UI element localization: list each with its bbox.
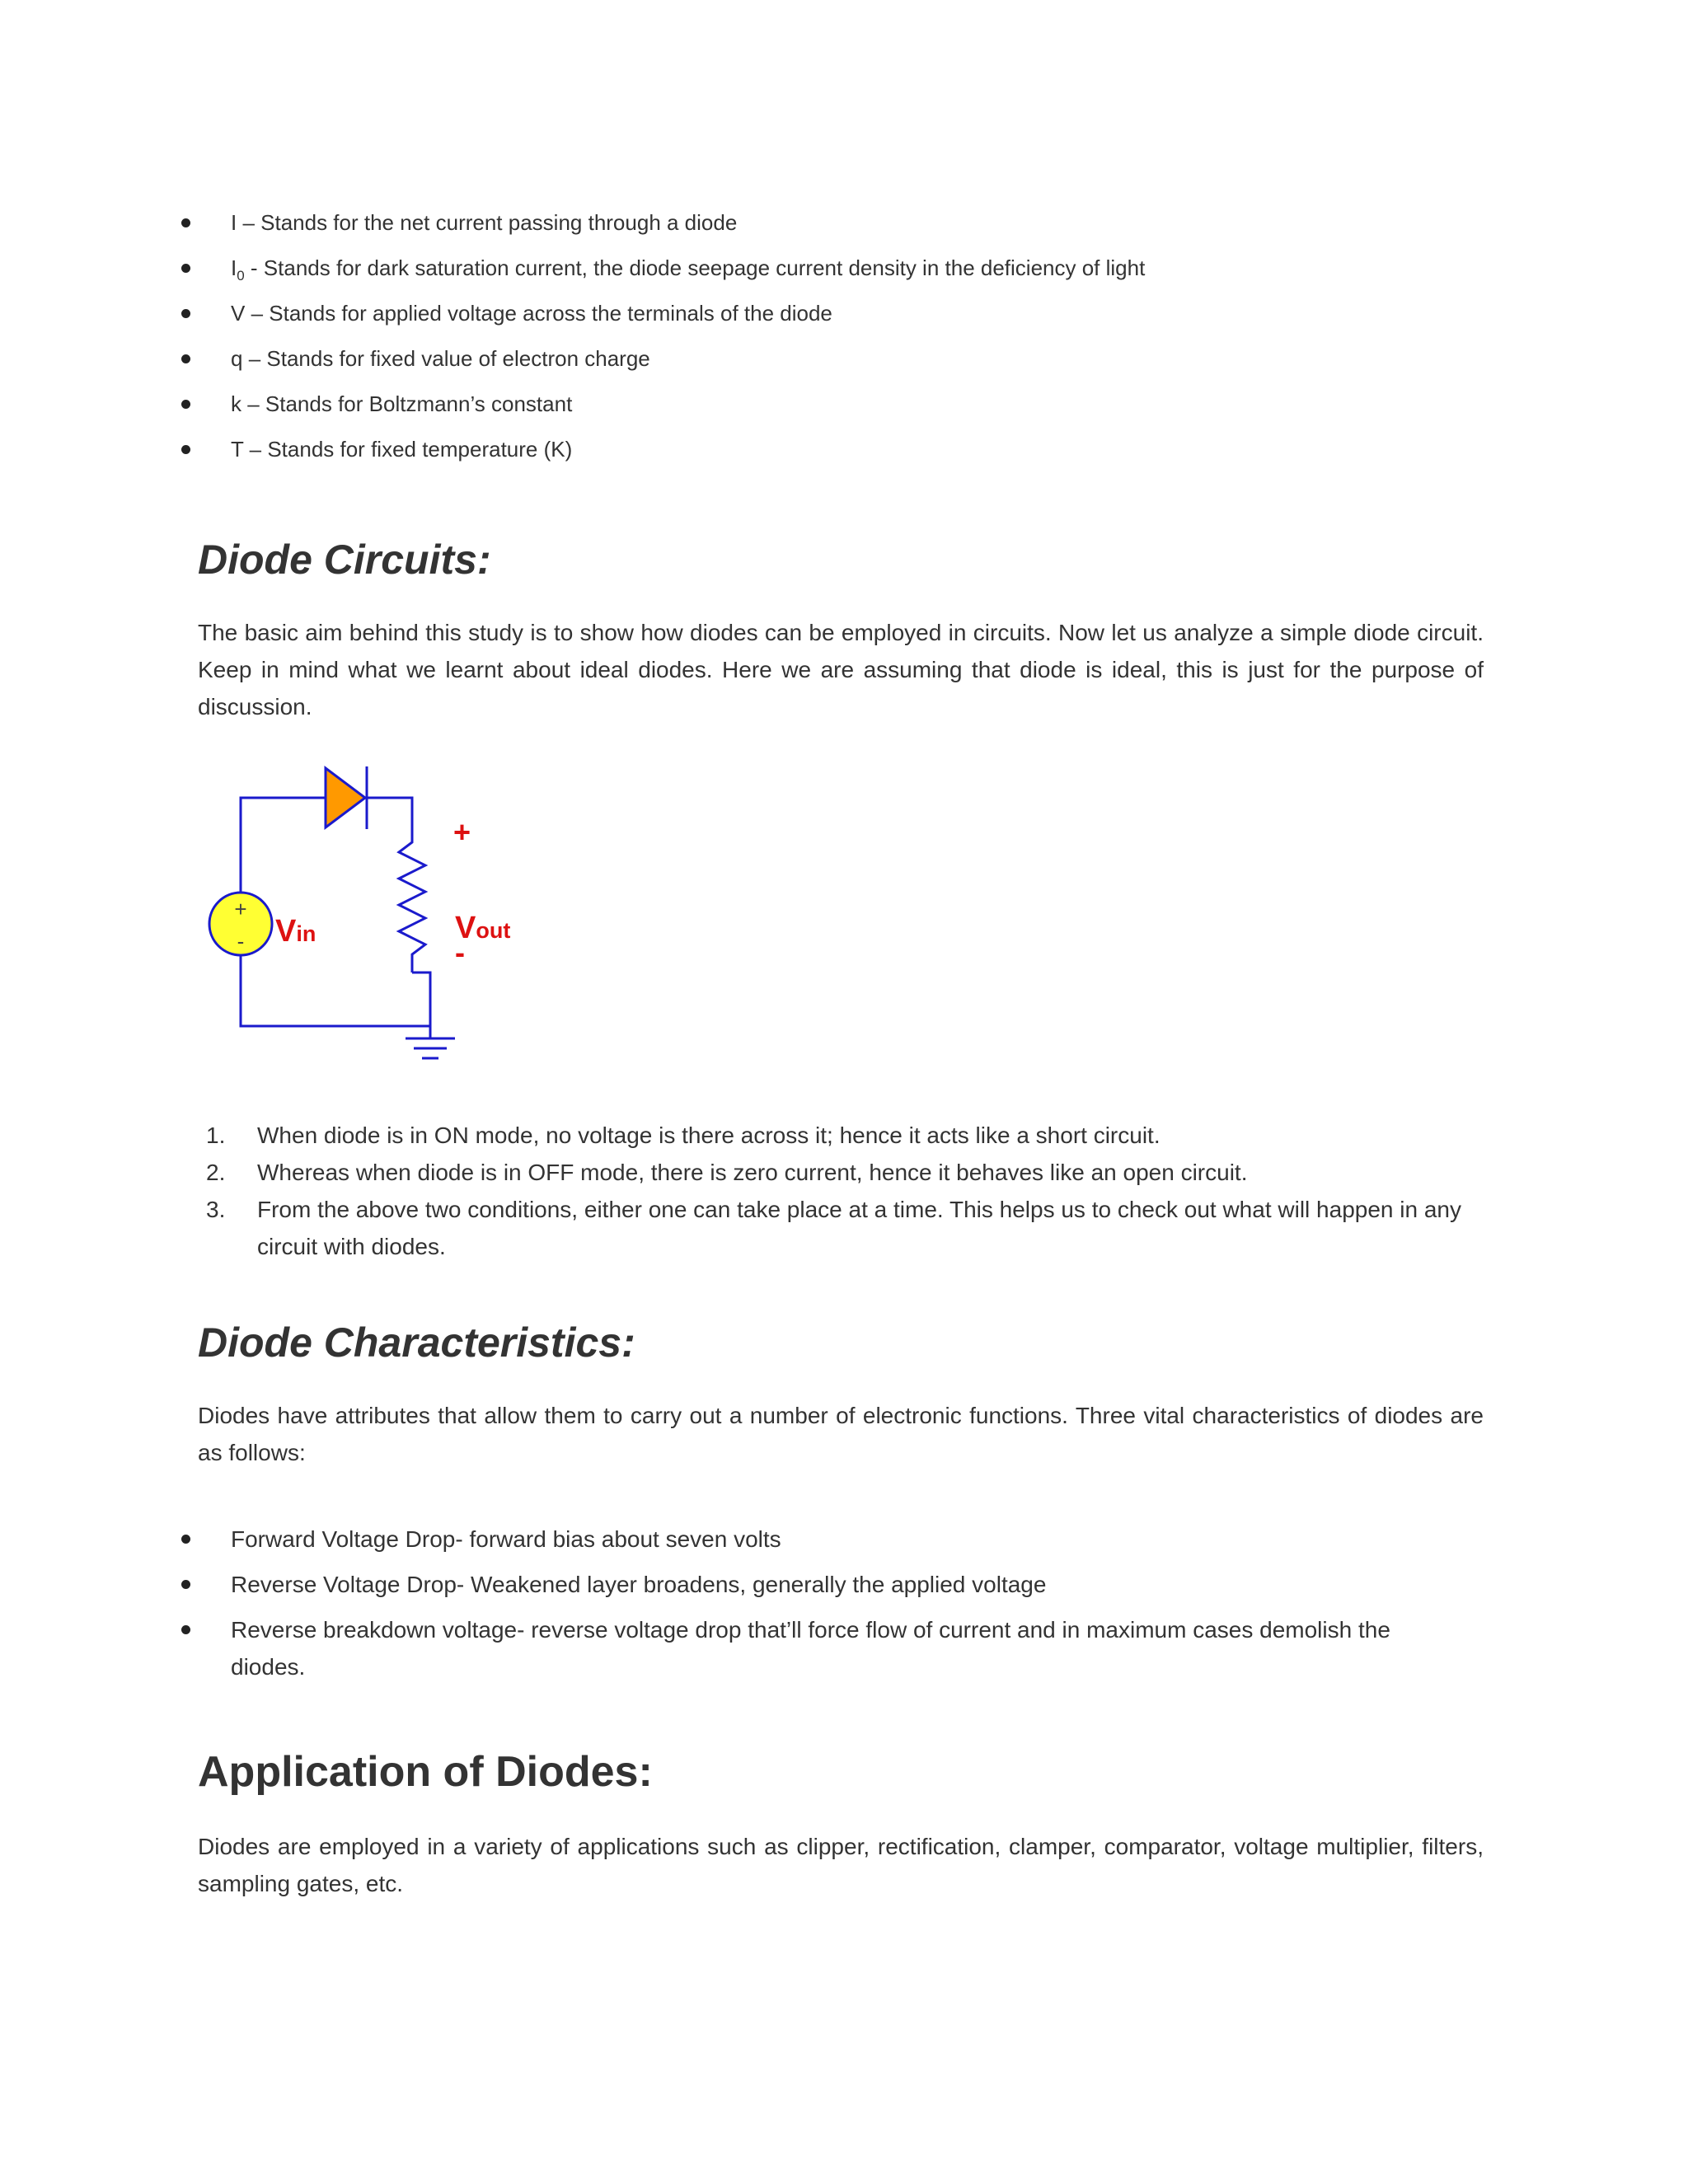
bullet-icon — [181, 445, 190, 454]
bullet-icon — [181, 1535, 190, 1544]
list-item — [198, 1191, 1484, 1265]
list-item — [165, 1611, 1401, 1685]
bullet-icon — [181, 400, 190, 409]
characteristic-text: Forward Voltage Drop- forward bias about seven volts — [231, 1526, 781, 1552]
bullet-icon — [181, 1580, 190, 1589]
step-text: Whereas when diode is in OFF mode, there is zero current, hence it behaves like an open circuit. — [257, 1160, 1248, 1185]
list-item — [165, 1521, 1401, 1558]
output-minus-label: - — [455, 935, 465, 969]
step-number: 3. — [206, 1197, 226, 1222]
source-plus-label: + — [234, 897, 247, 921]
step-number: 2. — [206, 1160, 226, 1185]
list-item — [165, 297, 1484, 342]
list-item — [165, 206, 1484, 251]
resistor-icon — [399, 818, 425, 972]
list-item — [165, 251, 1484, 297]
symbol: I — [231, 255, 237, 280]
wire-top-right — [367, 798, 412, 818]
diode-characteristics-paragraph: Diodes have attributes that allow them to carry out a number of electronic functions. Three vital characteristics of diodes are as follows: — [198, 1403, 1484, 1465]
symbol: q — [231, 346, 243, 371]
symbol-description: – Stands for the net current passing through a diode — [237, 210, 738, 235]
bullet-icon — [181, 309, 190, 318]
list-item — [165, 433, 1484, 478]
list-item — [165, 387, 1484, 433]
symbol-description: – Stands for fixed temperature (K) — [243, 437, 573, 462]
diode-circuits-heading: Diode Circuits: — [198, 537, 491, 583]
symbol-definition-list — [165, 206, 1484, 478]
bullet-icon — [181, 1625, 190, 1634]
diode-circuits-paragraph: The basic aim behind this study is to show how diodes can be employed in circuits. Now let us analyze a simple diode circuit. Keep in mind what we learnt about ideal diodes. Here we are assuming that diode is ideal, this is just for the purpose of discussion. — [198, 620, 1484, 719]
diode-icon — [326, 768, 365, 827]
symbol-subscript: 0 — [237, 268, 245, 284]
list-item — [165, 342, 1484, 387]
symbol-description: – Stands for fixed value of electron charge — [242, 346, 650, 371]
bullet-icon — [181, 354, 190, 363]
characteristic-text: Reverse breakdown voltage- reverse voltage drop that’ll force flow of current and in maximum cases demolish the diodes. — [231, 1617, 1390, 1680]
source-minus-label: - — [237, 929, 245, 954]
bullet-icon — [181, 218, 190, 227]
application-paragraph: Diodes are employed in a variety of applications such as clipper, rectification, clamper, comparator, voltage multiplier, filters, sampling gates, etc. — [198, 1834, 1484, 1896]
output-plus-label: + — [453, 815, 471, 849]
vin-label: Vin — [275, 914, 316, 949]
step-text: When diode is in ON mode, no voltage is there across it; hence it acts like a short circuit. — [257, 1122, 1160, 1148]
symbol: I — [231, 210, 237, 235]
diode-circuit-diagram — [198, 758, 544, 1071]
characteristic-text: Reverse Voltage Drop- Weakened layer broadens, generally the applied voltage — [231, 1572, 1047, 1597]
symbol-description: - Stands for dark saturation current, the diode seepage current density in the deficiency of light — [244, 255, 1146, 280]
wire-bottom — [241, 949, 430, 1026]
application-heading: Application of Diodes: — [198, 1748, 653, 1796]
diode-mode-steps — [198, 1117, 1484, 1265]
list-item — [198, 1117, 1484, 1154]
symbol-description: – Stands for applied voltage across the terminals of the diode — [245, 301, 832, 326]
diode-characteristics-heading: Diode Characteristics: — [198, 1319, 635, 1366]
wire-right — [412, 972, 430, 1038]
list-item — [198, 1154, 1484, 1191]
symbol: T — [231, 437, 244, 462]
symbol: V — [231, 301, 246, 326]
bullet-icon — [181, 264, 190, 273]
symbol: k — [231, 391, 241, 416]
wire-top-left — [241, 798, 326, 898]
characteristics-list — [165, 1521, 1401, 1694]
step-number: 1. — [206, 1122, 226, 1148]
symbol-description: – Stands for Boltzmann’s constant — [241, 391, 573, 416]
step-text: From the above two conditions, either one can take place at a time. This helps us to check out what will happen in any circuit with diodes. — [257, 1197, 1461, 1259]
list-item — [165, 1566, 1401, 1603]
vout-label: Vout — [455, 911, 511, 945]
